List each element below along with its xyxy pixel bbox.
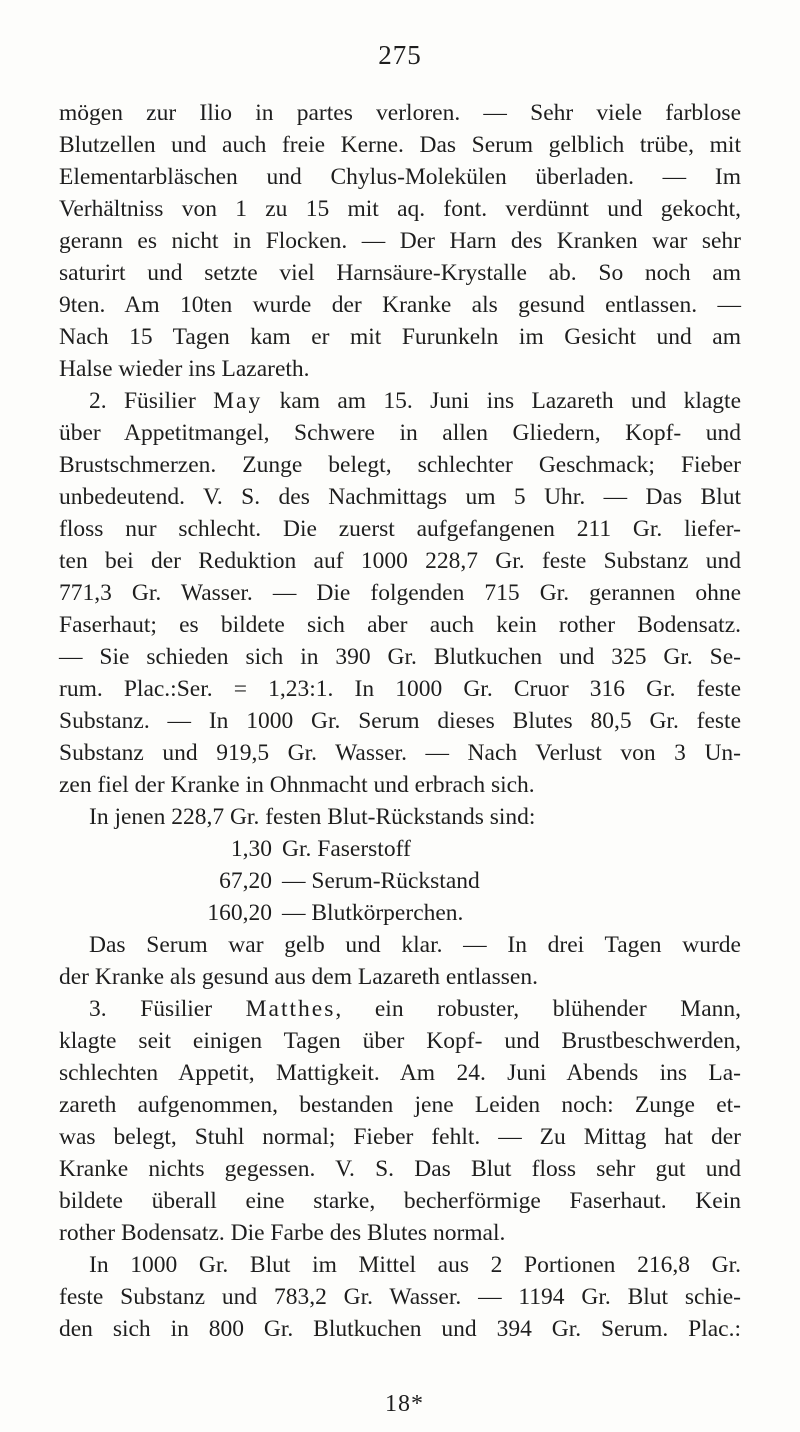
- page-number: 275: [378, 40, 422, 70]
- text-line: feste Substanz und 783,2 Gr. Wasser. — 1194 Gr. Blut schie-: [59, 1284, 741, 1310]
- table-description: — Serum-Rückstand: [282, 868, 480, 894]
- table-intro: In jenen 228,7 Gr. festen Blut-Rückstands sind:: [89, 804, 536, 830]
- text-line: In 1000 Gr. Blut im Mittel aus 2 Portionen 216,8 Gr.: [89, 1252, 741, 1278]
- text-line: rother Bodensatz. Die Farbe des Blutes normal.: [59, 1220, 506, 1246]
- case-2-heading-line: 2. Füsilier May kam am 15. Juni ins Lazareth und klagte: [89, 388, 741, 414]
- text-line: 9ten. Am 10ten wurde der Kranke als gesund entlassen. —: [59, 292, 741, 318]
- text-line: Halse wieder ins Lazareth.: [59, 356, 310, 382]
- table-description: Gr. Faserstoff: [282, 836, 411, 862]
- text-line: zen fiel der Kranke in Ohnmacht und erbrach sich.: [59, 772, 535, 798]
- text-line: 771,3 Gr. Wasser. — Die folgenden 715 Gr. gerannen ohne: [59, 580, 741, 606]
- text-line: über Appetitmangel, Schwere in allen Gliedern, Kopf- und: [59, 420, 741, 446]
- text-line: rum. Plac.:Ser. = 1,23:1. In 1000 Gr. Cruor 316 Gr. feste: [59, 676, 741, 702]
- text-line: zareth aufgenommen, bestanden jene Leiden noch: Zunge et-: [59, 1092, 741, 1118]
- text-line: Substanz. — In 1000 Gr. Serum dieses Blutes 80,5 Gr. feste: [59, 708, 741, 734]
- text-line: bildete überall eine starke, becherförmige Faserhaut. Kein: [59, 1188, 741, 1214]
- text-line: — Sie schieden sich in 390 Gr. Blutkuchen und 325 Gr. Se-: [59, 644, 741, 670]
- text-line: klagte seit einigen Tagen über Kopf- und Brustbeschwerden,: [59, 1028, 741, 1054]
- text-line: schlechten Appetit, Mattigkeit. Am 24. Juni Abends ins La-: [59, 1060, 741, 1086]
- text-line: was belegt, Stuhl normal; Fieber fehlt. — Zu Mittag hat der: [59, 1124, 741, 1150]
- text-line: der Kranke als gesund aus dem Lazareth entlassen.: [59, 964, 538, 990]
- text-line: Blutzellen und auch freie Kerne. Das Serum gelblich trübe, mit: [59, 132, 741, 158]
- table-value: 1,30: [230, 836, 272, 862]
- text-line: gerann es nicht in Flocken. — Der Harn des Kranken war sehr: [59, 228, 741, 254]
- text-line: Substanz und 919,5 Gr. Wasser. — Nach Verlust von 3 Un-: [59, 740, 741, 766]
- text-line: Verhältniss von 1 zu 15 mit aq. font. verdünnt und gekocht,: [59, 196, 741, 222]
- case-3-heading-line: 3. Füsilier Matthes, ein robuster, blühender Mann,: [89, 996, 741, 1022]
- text-line: ten bei der Reduktion auf 1000 228,7 Gr. feste Substanz und: [59, 548, 741, 574]
- patient-name-matthes: Matthes: [245, 996, 336, 1022]
- text-line: mögen zur Ilio in partes verloren. — Sehr viele farblose: [59, 100, 741, 126]
- signature-mark: 18*: [385, 1391, 424, 1417]
- text-line: Kranke nichts gegessen. V. S. Das Blut floss sehr gut und: [59, 1156, 741, 1182]
- text-line: unbedeutend. V. S. des Nachmittags um 5 Uhr. — Das Blut: [59, 484, 741, 510]
- text-line: Nach 15 Tagen kam er mit Furunkeln im Gesicht und am: [59, 324, 741, 350]
- text-line: Faserhaut; es bildete sich aber auch kein rother Bodensatz.: [59, 612, 741, 638]
- text-line: floss nur schlecht. Die zuerst aufgefangenen 211 Gr. liefer-: [59, 516, 741, 542]
- table-value: 67,20: [219, 868, 272, 894]
- patient-name-may: May: [213, 388, 263, 414]
- table-description: — Blutkörperchen.: [282, 900, 464, 926]
- text-line: den sich in 800 Gr. Blutkuchen und 394 Gr. Serum. Plac.:: [59, 1316, 741, 1342]
- text-line: saturirt und setzte viel Harnsäure-Krystalle ab. So noch am: [59, 260, 741, 286]
- table-value: 160,20: [207, 900, 272, 926]
- text-line: Das Serum war gelb und klar. — In drei Tagen wurde: [89, 932, 741, 958]
- text-line: Elementarbläschen und Chylus-Molekülen überladen. — Im: [59, 164, 741, 190]
- text-line: Brustschmerzen. Zunge belegt, schlechter Geschmack; Fieber: [59, 452, 741, 478]
